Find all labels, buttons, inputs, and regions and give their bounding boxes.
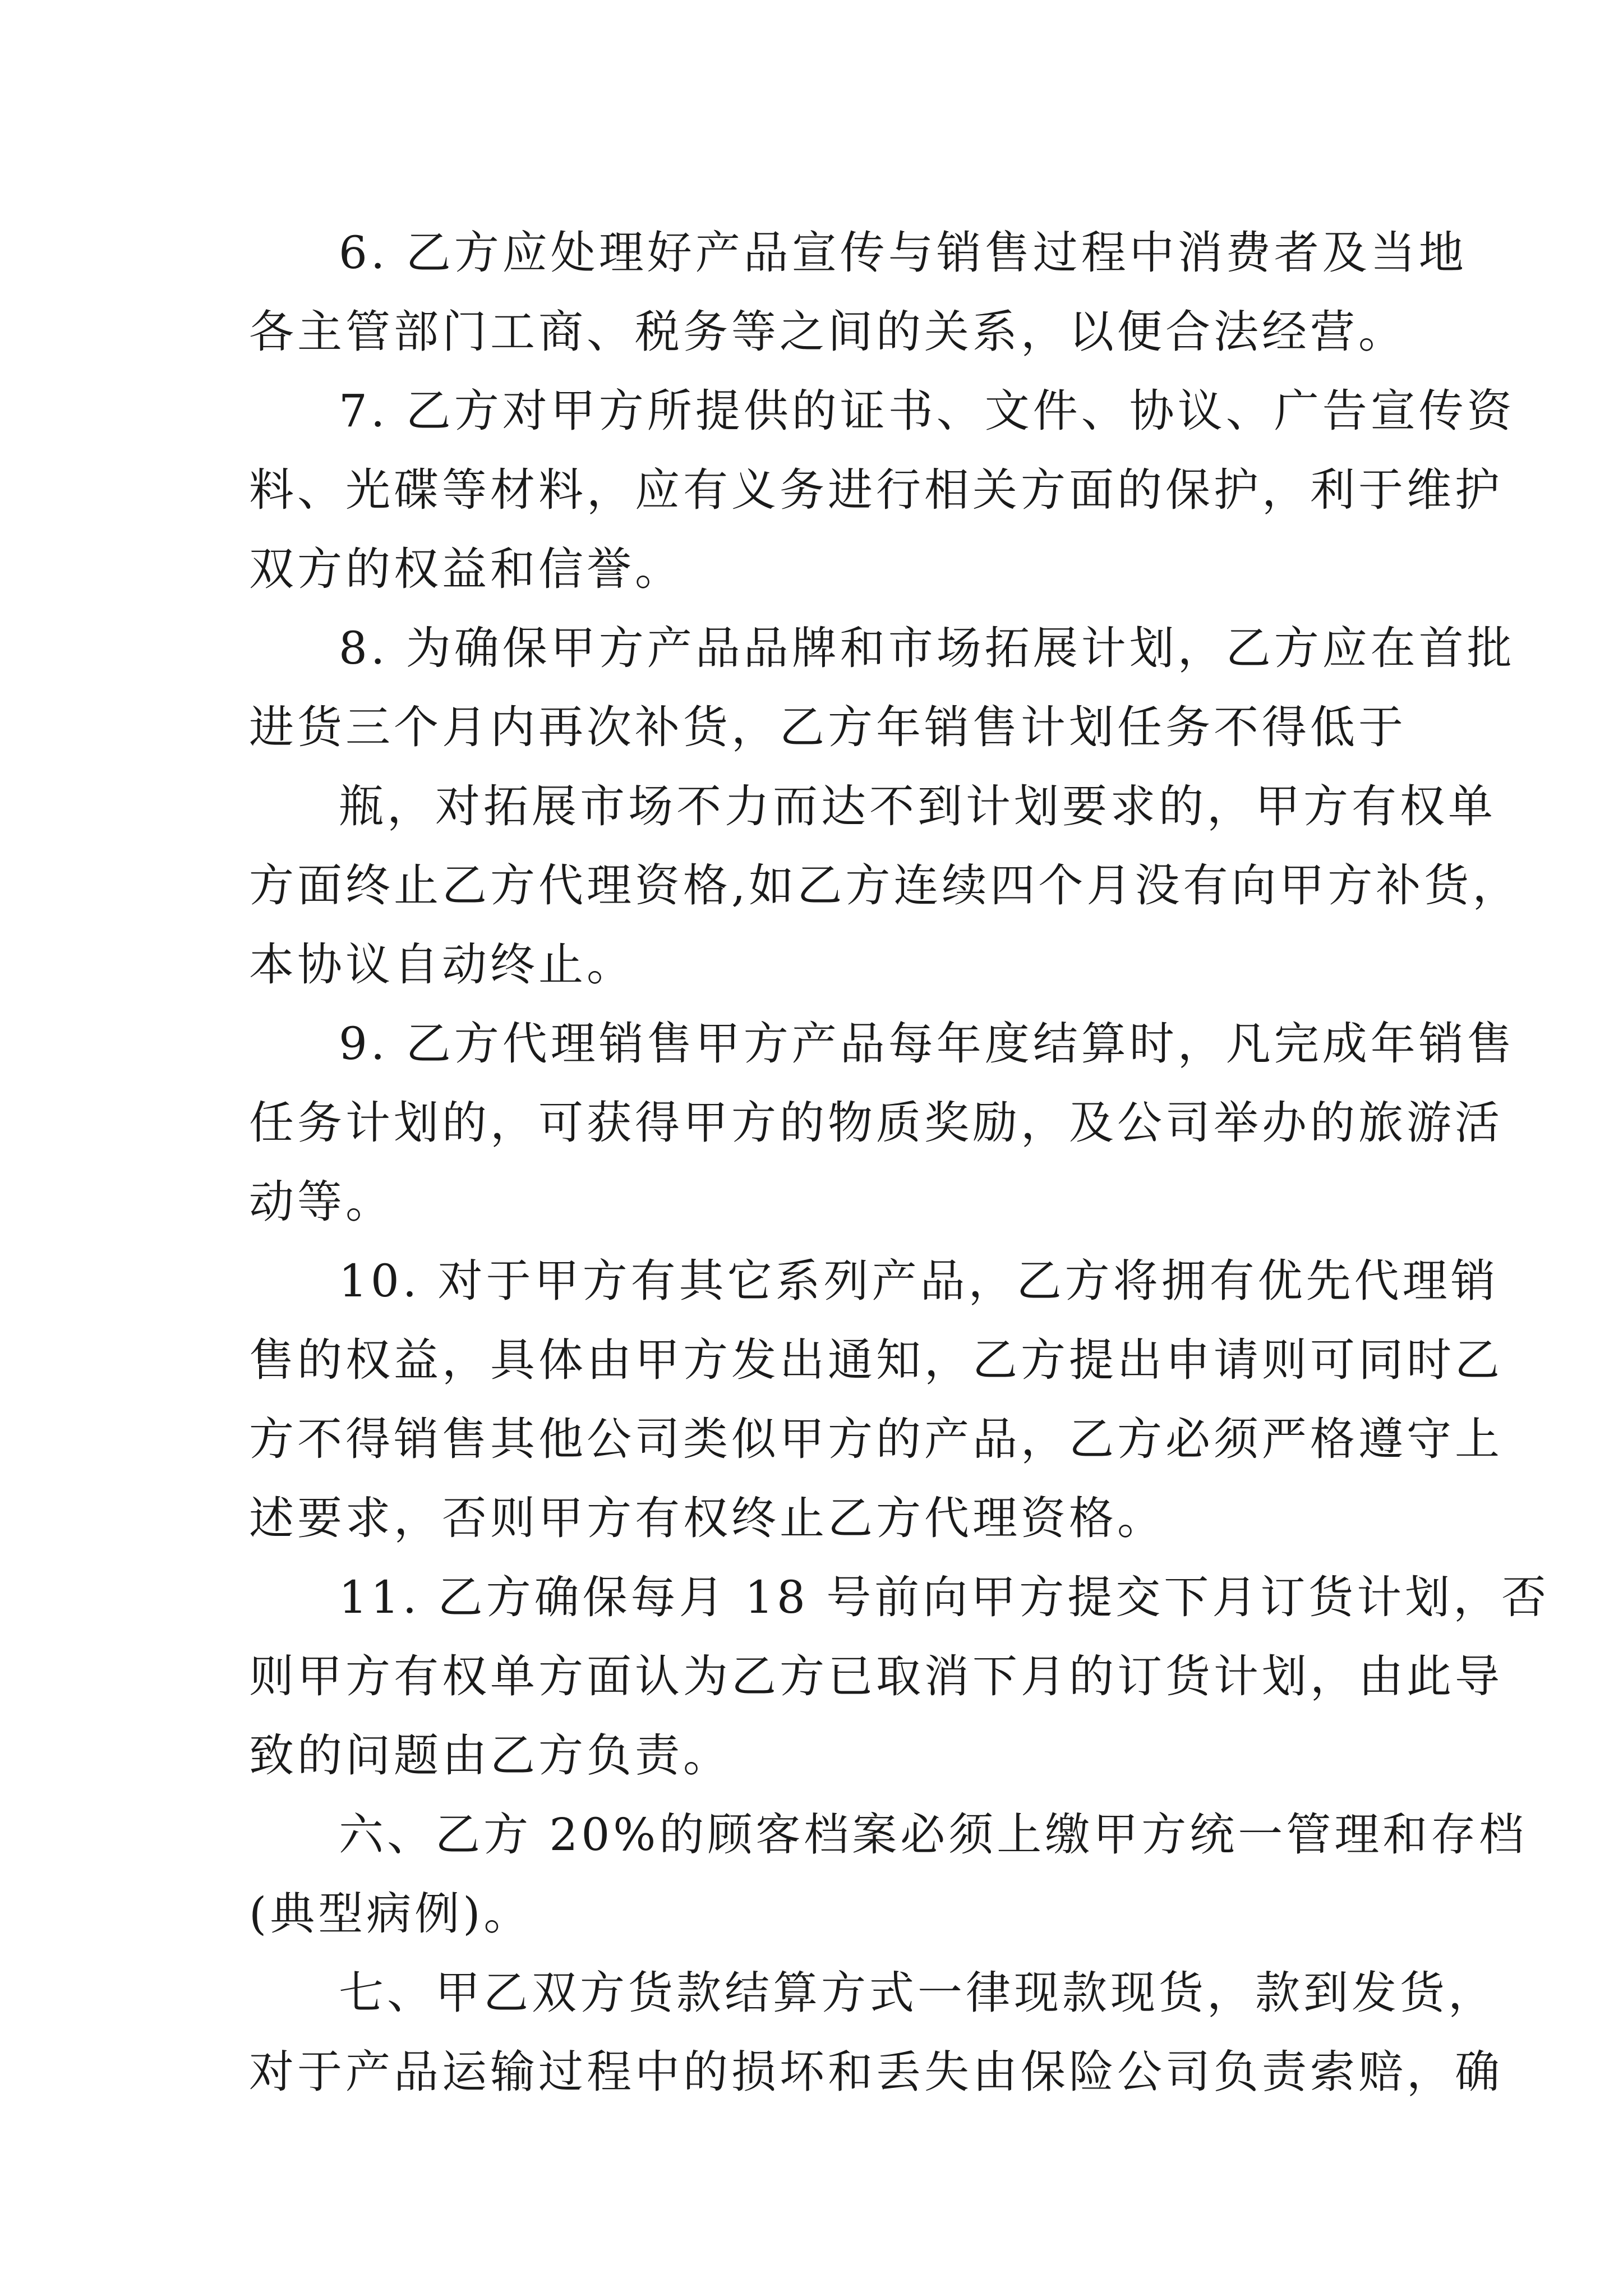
text-line: 七、甲乙双方货款结算方式一律现款现货，款到发货， <box>339 1967 1496 2019</box>
text-line: 任务计划的，可获得甲方的物质奖励，及公司举办的旅游活 <box>249 1097 1503 1149</box>
text-line: 8. 为确保甲方产品品牌和市场拓展计划，乙方应在首批 <box>339 622 1515 674</box>
text-line: 述要求，否则甲方有权终止乙方代理资格。 <box>249 1492 1165 1544</box>
text-line: 致的问题由乙方负责。 <box>249 1729 731 1782</box>
text-line: 瓶，对拓展市场不力而达不到计划要求的，甲方有权单 <box>339 780 1496 832</box>
text-line: 对于产品运输过程中的损坏和丢失由保险公司负责索赔，确 <box>249 2046 1503 2098</box>
document-body <box>249 213 1550 2111</box>
text-line: 9. 乙方代理销售甲方产品每年度结算时，凡完成年销售 <box>339 1018 1515 1070</box>
text-line: 各主管部门工商、税务等之间的关系，以便合法经营。 <box>249 306 1407 358</box>
text-line: 双方的权益和信誉。 <box>249 543 683 595</box>
text-line: 7. 乙方对甲方所提供的证书、文件、协议、广告宣传资 <box>339 385 1515 437</box>
text-line: 六、乙方 20%的顾客档案必须上缴甲方统一管理和存档 <box>339 1809 1528 1861</box>
text-line: 售的权益，具体由甲方发出通知，乙方提出申请则可同时乙 <box>249 1334 1503 1386</box>
text-line: 6. 乙方应处理好产品宣传与销售过程中消费者及当地 <box>339 227 1467 279</box>
text-line: 进货三个月内再次补货，乙方年销售计划任务不得低于 <box>249 701 1407 753</box>
text-line: 方面终止乙方代理资格,如乙方连续四个月没有向甲方补货， <box>249 859 1521 912</box>
text-line: 方不得销售其他公司类似甲方的产品，乙方必须严格遵守上 <box>249 1413 1503 1465</box>
text-line: (典型病例)。 <box>249 1888 532 1940</box>
text-line: 11. 乙方确保每月 18 号前向甲方提交下月订货计划，否 <box>339 1571 1550 1623</box>
text-line: 动等。 <box>249 1176 394 1228</box>
text-line: 本协议自动终止。 <box>249 938 635 991</box>
text-line: 10. 对于甲方有其它系列产品，乙方将拥有优先代理销 <box>339 1255 1499 1307</box>
text-line: 料、光碟等材料，应有义务进行相关方面的保护，利于维护 <box>249 464 1503 516</box>
text-line: 则甲方有权单方面认为乙方已取消下月的订货计划，由此导 <box>249 1650 1503 1703</box>
